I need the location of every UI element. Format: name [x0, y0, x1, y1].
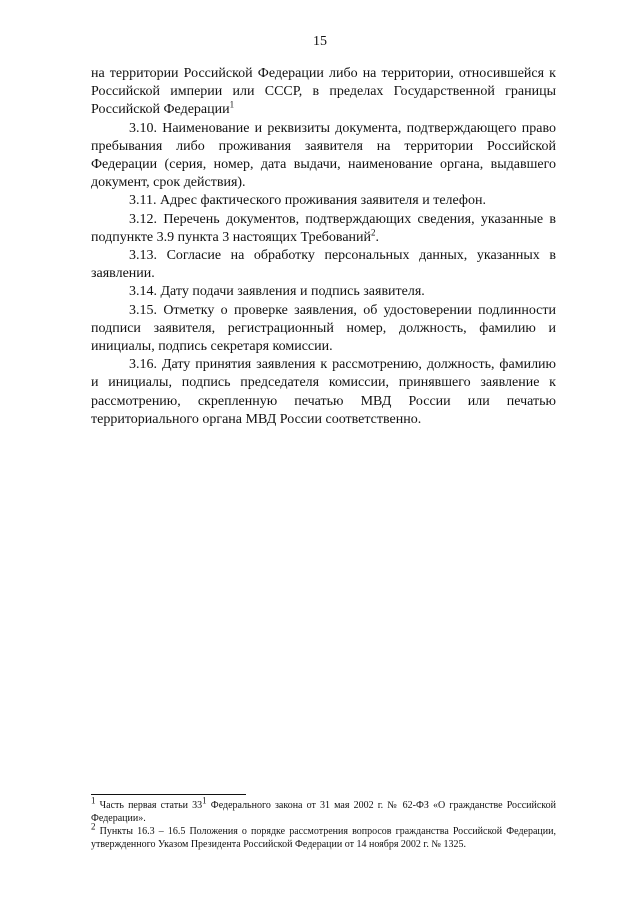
paragraph-3-15: 3.15. Отметку о проверке заявления, об удостоверении подлинности подписи заявителя, регистрационный номер, должность, фамилию и инициалы, подпись секретаря комиссии.	[91, 302, 556, 355]
paragraph-3-11: 3.11. Адрес фактического проживания заявителя и телефон.	[129, 193, 486, 209]
page-number: 15	[313, 34, 327, 49]
footnotes	[91, 795, 557, 851]
footnote-separator	[91, 794, 246, 795]
footnote-2	[91, 821, 556, 851]
paragraph-text: на территории Российской Федерации либо на территории, относившейся к Российской империи или СССР, в пределах Государственной границы Российской Федерации	[91, 66, 556, 118]
footnote-mark-1: 1	[91, 795, 96, 806]
footnote-mark-2: 2	[91, 821, 96, 832]
document-body	[91, 65, 556, 429]
footnote-text: Пункты 16.3 – 16.5 Положения о порядке рассмотрения вопросов гражданства Российской Федерации, утвержденного Указом Президента Российской Федерации от 14 ноября 2002 г. № 1325.	[91, 826, 556, 850]
paragraph-3-13: 3.13. Согласие на обработку персональных данных, указанных в заявлении.	[91, 248, 556, 282]
paragraph-3-10: 3.10. Наименование и реквизиты документа, подтверждающего право пребывания либо проживания заявителя на территории Российской Федерации (серия, номер, дата выдачи, наименование органа, выдавшего документ, срок действия).	[91, 120, 556, 191]
footnote-text: Федерального закона от 31 мая 2002 г. № 62-ФЗ «О гражданстве Российской Федерации».	[91, 800, 557, 824]
footnote-article-sup: 1	[202, 795, 207, 806]
footnote-text: Часть первая статьи 33	[95, 800, 203, 811]
paragraph-tail: .	[375, 229, 380, 245]
paragraph-text: 3.12. Перечень документов, подтверждающих сведения, указанные в подпункте 3.9 пункта 3 настоящих Требований	[91, 211, 556, 245]
paragraph-3-14: 3.14. Дату подачи заявления и подпись заявителя.	[129, 284, 425, 300]
paragraph-continuation	[91, 65, 556, 120]
paragraph-3-16: 3.16. Дату принятия заявления к рассмотрению, должность, фамилию и инициалы, подпись председателя комиссии, принявшего заявление к рассмотрению, скрепленную печатью МВД России или печатью территориального органа МВД России соответственно.	[91, 357, 556, 427]
footnote-ref-2: 2	[371, 227, 376, 238]
footnote-1	[91, 795, 557, 825]
footnote-ref-1: 1	[229, 99, 235, 110]
paragraph-3-12	[91, 211, 556, 247]
